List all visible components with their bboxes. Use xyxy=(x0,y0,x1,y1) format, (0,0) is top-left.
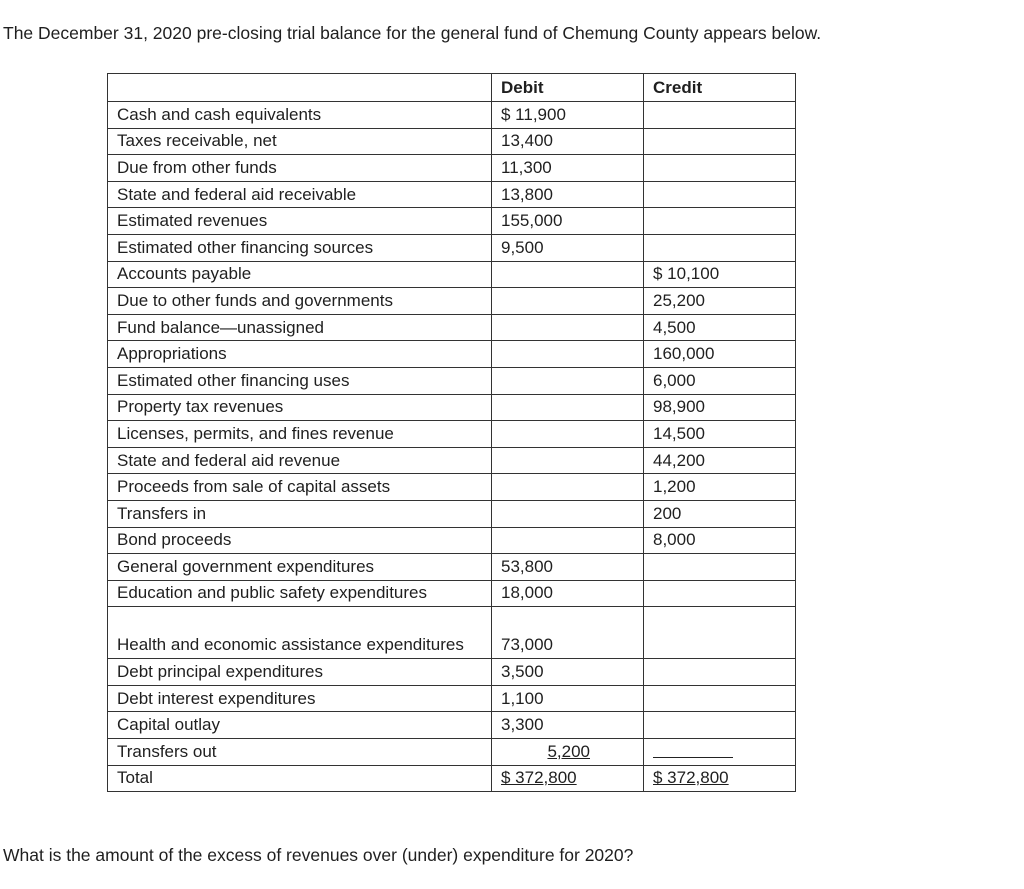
table-row xyxy=(108,500,796,527)
credit-cell: 8,000 xyxy=(644,527,796,554)
total-credit-value: $ 372,800 xyxy=(653,768,729,788)
account-cell: Capital outlay xyxy=(108,712,492,739)
total-debit-value: $ 372,800 xyxy=(501,768,577,788)
total-debit-cell xyxy=(492,765,644,792)
credit-cell xyxy=(644,607,796,659)
table-row xyxy=(108,234,796,261)
credit-cell: 200 xyxy=(644,500,796,527)
debit-cell xyxy=(492,527,644,554)
debit-cell xyxy=(492,739,644,766)
debit-cell: 18,000 xyxy=(492,580,644,607)
table-row xyxy=(108,554,796,581)
account-cell: Due to other funds and governments xyxy=(108,288,492,315)
table-row xyxy=(108,341,796,368)
account-cell: Education and public safety expenditures xyxy=(108,580,492,607)
debit-cell xyxy=(492,447,644,474)
credit-cell xyxy=(644,102,796,129)
credit-cell xyxy=(644,234,796,261)
debit-cell xyxy=(492,394,644,421)
debit-cell: 155,000 xyxy=(492,208,644,235)
credit-cell xyxy=(644,739,796,766)
table-row xyxy=(108,659,796,686)
account-cell: Health and economic assistance expenditures xyxy=(108,607,492,659)
credit-cell: 25,200 xyxy=(644,288,796,315)
debit-cell xyxy=(492,500,644,527)
total-row xyxy=(108,765,796,792)
credit-cell: 14,500 xyxy=(644,421,796,448)
account-cell: Transfers in xyxy=(108,500,492,527)
table-row xyxy=(108,394,796,421)
table-row xyxy=(108,314,796,341)
credit-cell xyxy=(644,155,796,182)
credit-cell: 160,000 xyxy=(644,341,796,368)
table-row xyxy=(108,367,796,394)
account-cell: Estimated other financing sources xyxy=(108,234,492,261)
table-row xyxy=(108,580,796,607)
intro-text: The December 31, 2020 pre-closing trial balance for the general fund of Chemung County appears below. xyxy=(3,23,822,43)
credit-cell xyxy=(644,208,796,235)
credit-cell xyxy=(644,659,796,686)
total-account-cell: Total xyxy=(108,765,492,792)
question-text: What is the amount of the excess of revenues over (under) expenditure for 2020? xyxy=(3,845,634,865)
debit-cell: 3,300 xyxy=(492,712,644,739)
table-row xyxy=(108,607,796,659)
credit-cell xyxy=(644,685,796,712)
account-cell: Cash and cash equivalents xyxy=(108,102,492,129)
table-row xyxy=(108,421,796,448)
table-row xyxy=(108,102,796,129)
account-cell: Accounts payable xyxy=(108,261,492,288)
debit-cell: 3,500 xyxy=(492,659,644,686)
account-cell: Fund balance—unassigned xyxy=(108,314,492,341)
account-cell: Taxes receivable, net xyxy=(108,128,492,155)
credit-cell xyxy=(644,712,796,739)
debit-cell xyxy=(492,421,644,448)
debit-cell xyxy=(492,314,644,341)
debit-cell: 1,100 xyxy=(492,685,644,712)
debit-cell xyxy=(492,367,644,394)
table-row xyxy=(108,155,796,182)
debit-value: 5,200 xyxy=(547,741,590,761)
total-credit-cell xyxy=(644,765,796,792)
table-row xyxy=(108,447,796,474)
account-cell: State and federal aid receivable xyxy=(108,181,492,208)
credit-cell xyxy=(644,181,796,208)
account-cell: Property tax revenues xyxy=(108,394,492,421)
table-row xyxy=(108,739,796,766)
table-row xyxy=(108,474,796,501)
account-cell: Debt principal expenditures xyxy=(108,659,492,686)
credit-cell xyxy=(644,580,796,607)
debit-cell xyxy=(492,341,644,368)
credit-cell: 1,200 xyxy=(644,474,796,501)
table-row xyxy=(108,181,796,208)
underline-rule xyxy=(653,757,733,758)
credit-cell: $ 10,100 xyxy=(644,261,796,288)
account-cell: Appropriations xyxy=(108,341,492,368)
account-cell: Due from other funds xyxy=(108,155,492,182)
credit-cell: 6,000 xyxy=(644,367,796,394)
debit-cell: $ 11,900 xyxy=(492,102,644,129)
account-cell: General government expenditures xyxy=(108,554,492,581)
table-header-row xyxy=(108,74,796,102)
account-cell: Estimated other financing uses xyxy=(108,367,492,394)
credit-cell: 44,200 xyxy=(644,447,796,474)
table-row xyxy=(108,527,796,554)
table-row xyxy=(108,685,796,712)
account-cell: Licenses, permits, and fines revenue xyxy=(108,421,492,448)
account-cell: Debt interest expenditures xyxy=(108,685,492,712)
debit-cell: 13,800 xyxy=(492,181,644,208)
header-account xyxy=(108,74,492,102)
debit-cell: 13,400 xyxy=(492,128,644,155)
table-row xyxy=(108,208,796,235)
trial-balance-table xyxy=(107,73,796,792)
header-debit: Debit xyxy=(492,74,644,102)
debit-cell: 73,000 xyxy=(492,607,644,659)
credit-cell: 4,500 xyxy=(644,314,796,341)
account-cell: Transfers out xyxy=(108,739,492,766)
table-row xyxy=(108,288,796,315)
account-cell: Estimated revenues xyxy=(108,208,492,235)
debit-cell xyxy=(492,474,644,501)
credit-cell xyxy=(644,554,796,581)
debit-cell: 53,800 xyxy=(492,554,644,581)
credit-cell xyxy=(644,128,796,155)
table-row xyxy=(108,712,796,739)
credit-cell: 98,900 xyxy=(644,394,796,421)
account-cell: State and federal aid revenue xyxy=(108,447,492,474)
account-cell: Proceeds from sale of capital assets xyxy=(108,474,492,501)
table-body xyxy=(108,102,796,792)
account-cell: Bond proceeds xyxy=(108,527,492,554)
table-row xyxy=(108,128,796,155)
debit-cell: 11,300 xyxy=(492,155,644,182)
debit-cell: 9,500 xyxy=(492,234,644,261)
header-credit: Credit xyxy=(644,74,796,102)
debit-cell xyxy=(492,261,644,288)
debit-cell xyxy=(492,288,644,315)
table-row xyxy=(108,261,796,288)
